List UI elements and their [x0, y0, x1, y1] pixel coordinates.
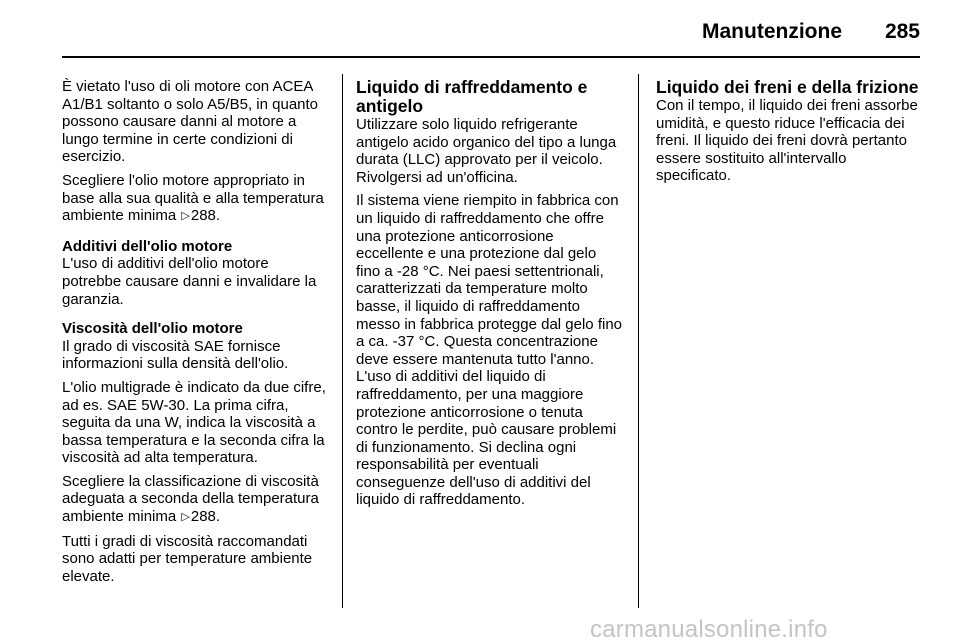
- column-coolant: [356, 78, 624, 515]
- paragraph-brake-fluid: Con il tempo, il liquido dei freni assorbe umidità, e questo riduce l'efficacia dei freni. Il liquido dei freni dovrà pertanto essere sostituito all'intervallo specificato.: [656, 97, 918, 185]
- section-heading-brake-fluid: Liquido dei freni e della frizione: [656, 77, 919, 97]
- page-title: Manutenzione: [702, 20, 842, 43]
- column-divider-left: [342, 74, 343, 608]
- column-divider-right: [638, 74, 639, 608]
- paragraph-oil-choice-text: Scegliere l'olio motore appropriato in base alla sua qualità e alla temperatura ambiente minima: [62, 171, 324, 225]
- header-rule: [62, 56, 920, 58]
- page-reference-link[interactable]: 288.: [190, 508, 221, 526]
- watermark: carmanualsonline.info: [590, 616, 828, 643]
- triangle-right-icon: ▷: [181, 511, 190, 524]
- paragraph-viscosity-multigrade: L'olio multigrade è indicato da due cifre, ad es. SAE 5W-30. La prima cifra, seguita da una W, indica la viscosità a bassa temperatura e la seconda cifra la viscosità ad alta temperatura.: [62, 378, 326, 467]
- paragraph-viscosity-choice-text: Scegliere la classificazione di viscosità adeguata a seconda della temperatura ambiente minima: [62, 472, 319, 526]
- paragraph-coolant-protection: Il sistema viene riempito in fabbrica con un liquido di raffreddamento che offre una protezione anticorrosione eccellente e una protezione dal gelo fino a -28 °C. Nei paesi settentrionali, caratterizzati da temperature molto basse, il liquido di raffreddamento messo in fabbrica protegge dal gelo fino a ca. -37 °C. Questa concentrazione deve essere mantenuta tutto l'anno. L'uso di additivi del liquido di raffreddamento, per una maggiore protezione anticorrosione o tenuta contro le perdite, può causare problemi di funzionamento. Si declina ogni responsabilità per eventuali conseguenze dell'uso di additivi del liquido di raffreddamento.: [356, 192, 623, 509]
- paragraph-viscosity-choice: [62, 473, 330, 527]
- section-heading-viscosity: Viscosità dell'olio motore: [62, 320, 243, 338]
- paragraph-viscosity-sae: Il grado di viscosità SAE fornisce informazioni sulla densità dell'olio.: [62, 337, 289, 373]
- column-brake-fluid: [656, 78, 922, 191]
- section-heading-additives: Additivi dell'olio motore: [62, 237, 233, 255]
- section-heading-coolant: Liquido di raffreddamento e antigelo: [356, 77, 588, 116]
- paragraph-viscosity-high-temp: Tutti i gradi di viscosità raccomandati sono adatti per temperature ambiente elevate.: [62, 532, 313, 585]
- paragraph-acea-warning: È vietato l'uso di oli motore con ACEA A1/B1 soltanto o solo A5/B5, in quanto possono causare danni al motore a lungo termine in certe condizioni di esercizio.: [62, 78, 319, 166]
- triangle-right-icon: ▷: [181, 210, 190, 223]
- paragraph-additives: L'uso di additivi dell'olio motore potrebbe causare danni e invalidare la garanzia.: [62, 255, 317, 308]
- page-number: 285: [884, 20, 920, 43]
- paragraph-oil-choice: [62, 172, 330, 226]
- page-reference-link[interactable]: 288.: [190, 207, 221, 225]
- paragraph-coolant-type: Utilizzare solo liquido refrigerante antigelo acido organico del tipo a lunga durata (LLC) approvato per il veicolo. Rivolgersi ad un'officina.: [356, 116, 617, 186]
- column-engine-oil: [62, 78, 330, 591]
- page-header: [62, 0, 920, 58]
